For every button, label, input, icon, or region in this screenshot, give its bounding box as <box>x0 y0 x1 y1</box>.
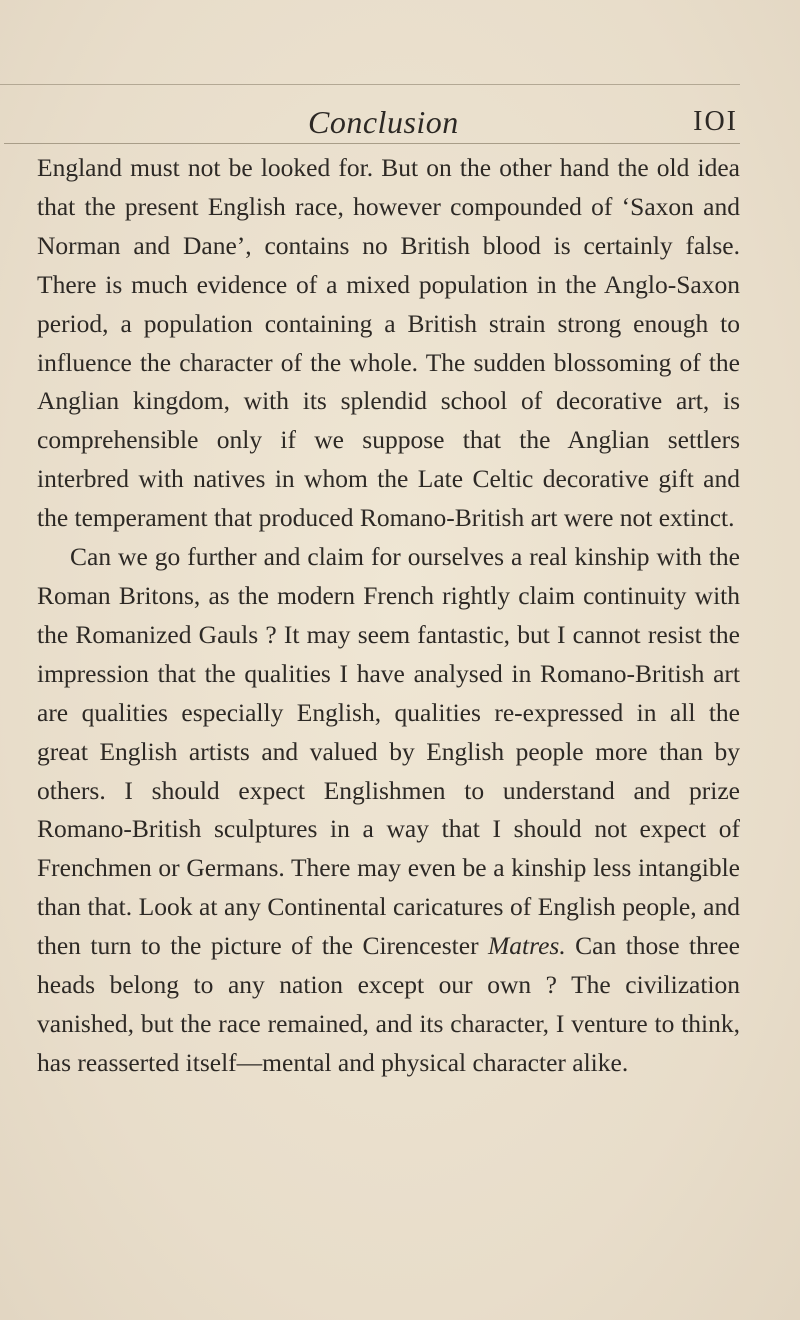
page-header <box>0 100 800 144</box>
page-number: IOI <box>693 106 738 137</box>
body-text <box>37 149 740 1083</box>
paragraph-1-text: England must not be looked for. But on the other hand the old idea that the present English race, however compounded of ‘Saxon and Norman and Dane’, contains no British blood is certainly false. There is much evidence of a mixed population in the Anglo-Saxon period, a population containing a British strain strong enough to influence the character of the whole. The sudden blossoming of the Anglian kingdom, with its splendid school of decorative art, is comprehensible only if we suppose that the Anglian settlers interbred with natives in whom the Late Celtic decorative gift and the temperament that produced Romano-British art were not extinct. <box>37 153 740 533</box>
paragraph-2-italic-matres: Matres. <box>488 931 566 961</box>
header-rule <box>4 143 740 144</box>
top-edge-rule <box>0 84 740 85</box>
paragraph-2-text-part-2: Can those three heads belong to any nation except our own ? The civilization vanished, but the race remained, and its character, I venture to think, has reasserted itself—mental and physical character alike. <box>37 931 740 1077</box>
running-title: Conclusion <box>308 104 459 140</box>
paragraph-2 <box>37 538 740 1083</box>
paragraph-1 <box>37 149 740 538</box>
paragraph-2-text-part-1: Can we go further and claim for ourselves a real kinship with the Roman Britons, as the modern French rightly claim continuity with the Romanized Gauls ? It may seem fantastic, but I cannot resist the impression that the qualities I have analysed in Romano-British art are qualities especially English, qualities re-expressed in all the great English artists and valued by English people more than by others. I should expect Englishmen to understand and prize Romano-British sculptures in a way that I should not expect of Frenchmen or Germans. There may even be a kinship less intangible than that. Look at any Continental caricatures of English people, and then turn to the picture of the Cirencester <box>37 542 740 961</box>
